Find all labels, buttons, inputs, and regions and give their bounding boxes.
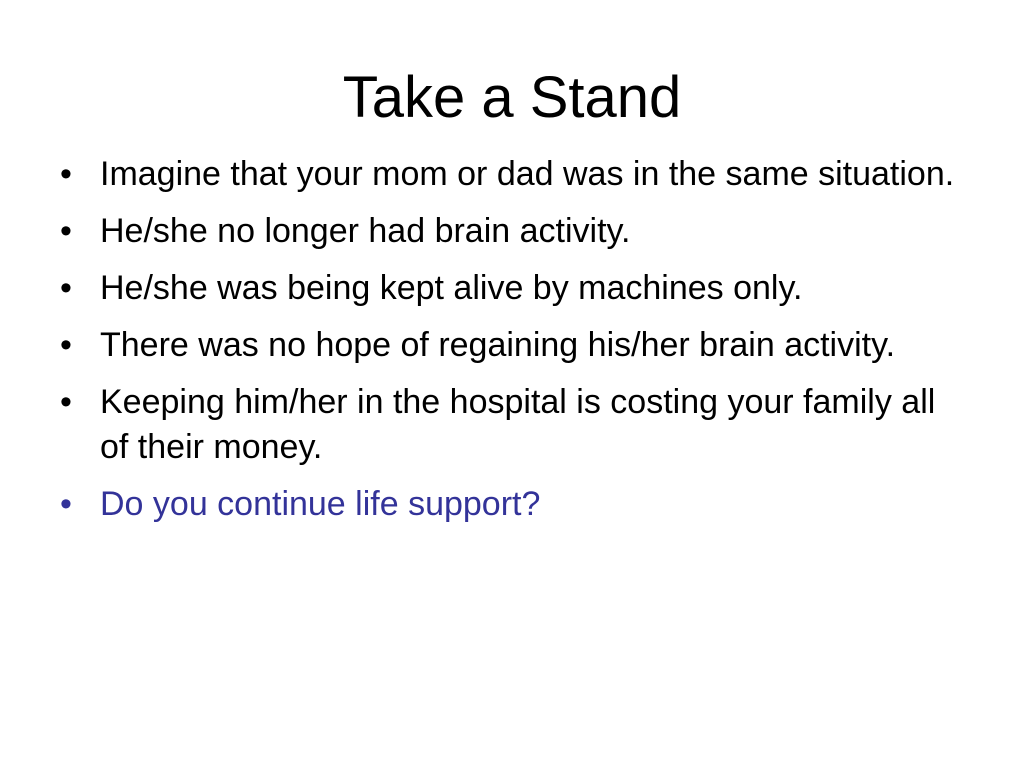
bullet-item	[60, 266, 960, 311]
bullet-dot: •	[60, 212, 72, 250]
bullet-text: He/she no longer had brain activity.	[100, 212, 631, 250]
bullet-item	[60, 209, 960, 254]
bullet-item	[60, 152, 960, 197]
bullet-item	[60, 380, 960, 470]
bullet-dot: •	[60, 383, 72, 421]
bullet-text: He/she was being kept alive by machines only.	[100, 269, 803, 307]
bullet-item	[60, 323, 960, 368]
bullet-text: Keeping him/her in the hospital is costing your family all of their money.	[100, 383, 936, 466]
bullet-list	[60, 152, 960, 539]
bullet-text: There was no hope of regaining his/her brain activity.	[100, 326, 896, 364]
bullet-item-question	[60, 482, 960, 527]
slide-title: Take a Stand	[342, 65, 682, 130]
bullet-text: Do you continue life support?	[100, 485, 541, 523]
bullet-dot: •	[60, 485, 72, 523]
bullet-text: Imagine that your mom or dad was in the same situation.	[100, 155, 955, 193]
bullet-dot: •	[60, 155, 72, 193]
bullet-dot: •	[60, 326, 72, 364]
bullet-dot: •	[60, 269, 72, 307]
